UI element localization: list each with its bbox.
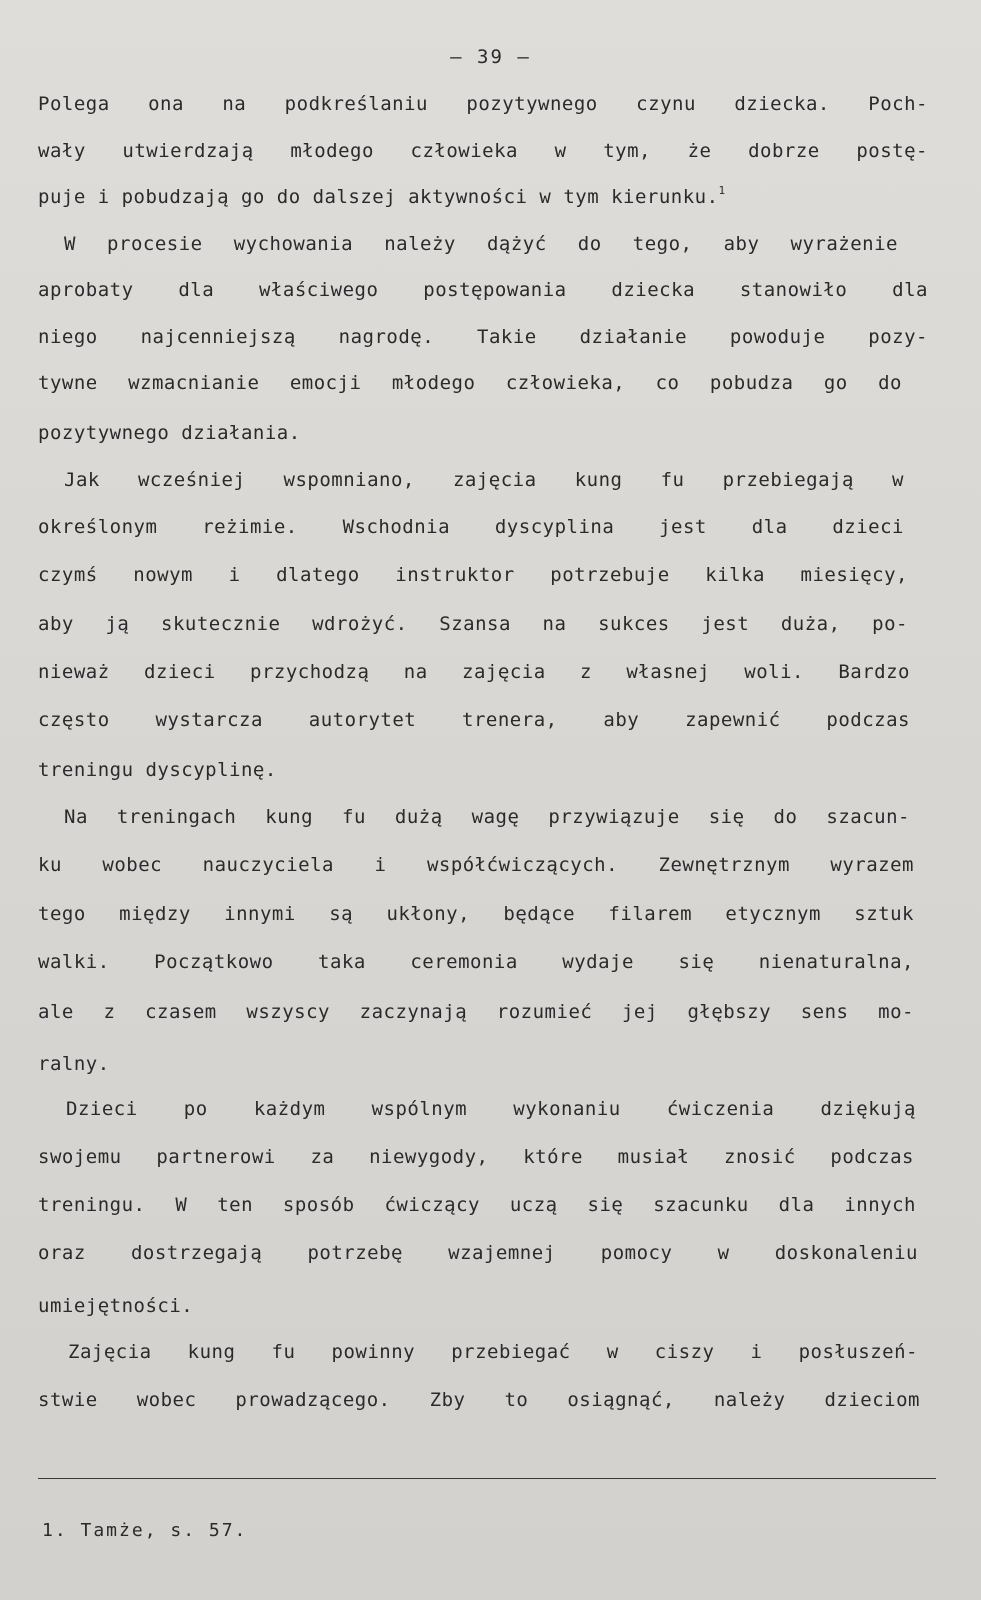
text-line: Polega ona na podkreślaniu pozytywnego czynu dziecka. Poch- <box>38 93 928 115</box>
text-line: niego najcenniejszą nagrodę. Takie działanie powoduje pozy- <box>38 326 928 348</box>
text-line: treningu. W ten sposób ćwiczący uczą się szacunku dla innych <box>38 1194 916 1216</box>
page-number: — 39 — <box>450 46 531 68</box>
text-line: W procesie wychowania należy dążyć do tego, aby wyrażenie <box>64 233 898 255</box>
text-line: stwie wobec prowadzącego. Zby to osiągnąć, należy dzieciom <box>38 1389 920 1411</box>
text-line: umiejętności. <box>38 1295 194 1317</box>
text-line: ale z czasem wszyscy zaczynają rozumieć jej głębszy sens mo- <box>38 1001 914 1023</box>
text-line: Jak wcześniej wspomniano, zajęcia kung fu przebiegają w <box>64 469 904 491</box>
text-line: walki. Początkowo taka ceremonia wydaje się nienaturalna, <box>38 951 914 973</box>
text-line: czymś nowym i dlatego instruktor potrzebuje kilka miesięcy, <box>38 564 908 586</box>
text-line-content: puje i pobudzają go do dalszej aktywności w tym kierunku. <box>38 186 719 208</box>
text-line: oraz dostrzegają potrzebę wzajemnej pomocy w doskonaleniu <box>38 1242 918 1264</box>
footnote-separator <box>38 1478 936 1479</box>
text-line: aprobaty dla właściwego postępowania dziecka stanowiło dla <box>38 279 928 301</box>
footnote: 1. Tamże, s. 57. <box>42 1520 248 1541</box>
text-line: treningu dyscyplinę. <box>38 759 277 781</box>
text-line: często wystarcza autorytet trenera, aby zapewnić podczas <box>38 709 910 731</box>
text-line: wały utwierdzają młodego człowieka w tym, że dobrze postę- <box>38 140 928 162</box>
text-line: pozytywnego działania. <box>38 422 301 444</box>
text-line: tywne wzmacnianie emocji młodego człowieka, co pobudza go do <box>38 372 902 394</box>
text-line: tego między innymi są ukłony, będące filarem etycznym sztuk <box>38 903 914 925</box>
text-line: ku wobec nauczyciela i współćwiczących. Zewnętrznym wyrazem <box>38 854 914 876</box>
text-line <box>38 185 928 209</box>
text-line: określonym reżimie. Wschodnia dyscyplina jest dla dzieci <box>38 516 904 538</box>
text-line: ralny. <box>38 1053 110 1075</box>
text-line: aby ją skutecznie wdrożyć. Szansa na sukces jest duża, po- <box>38 613 908 635</box>
text-line: nieważ dzieci przychodzą na zajęcia z własnej woli. Bardzo <box>38 661 910 683</box>
footnote-marker: 1 <box>718 184 726 197</box>
text-line: Dzieci po każdym wspólnym wykonaniu ćwiczenia dziękują <box>66 1098 916 1120</box>
text-line: Na treningach kung fu dużą wagę przywiązuje się do szacun- <box>64 806 910 828</box>
text-line: swojemu partnerowi za niewygody, które musiał znosić podczas <box>38 1146 914 1168</box>
text-line: Zajęcia kung fu powinny przebiegać w ciszy i posłuszeń- <box>68 1341 918 1363</box>
